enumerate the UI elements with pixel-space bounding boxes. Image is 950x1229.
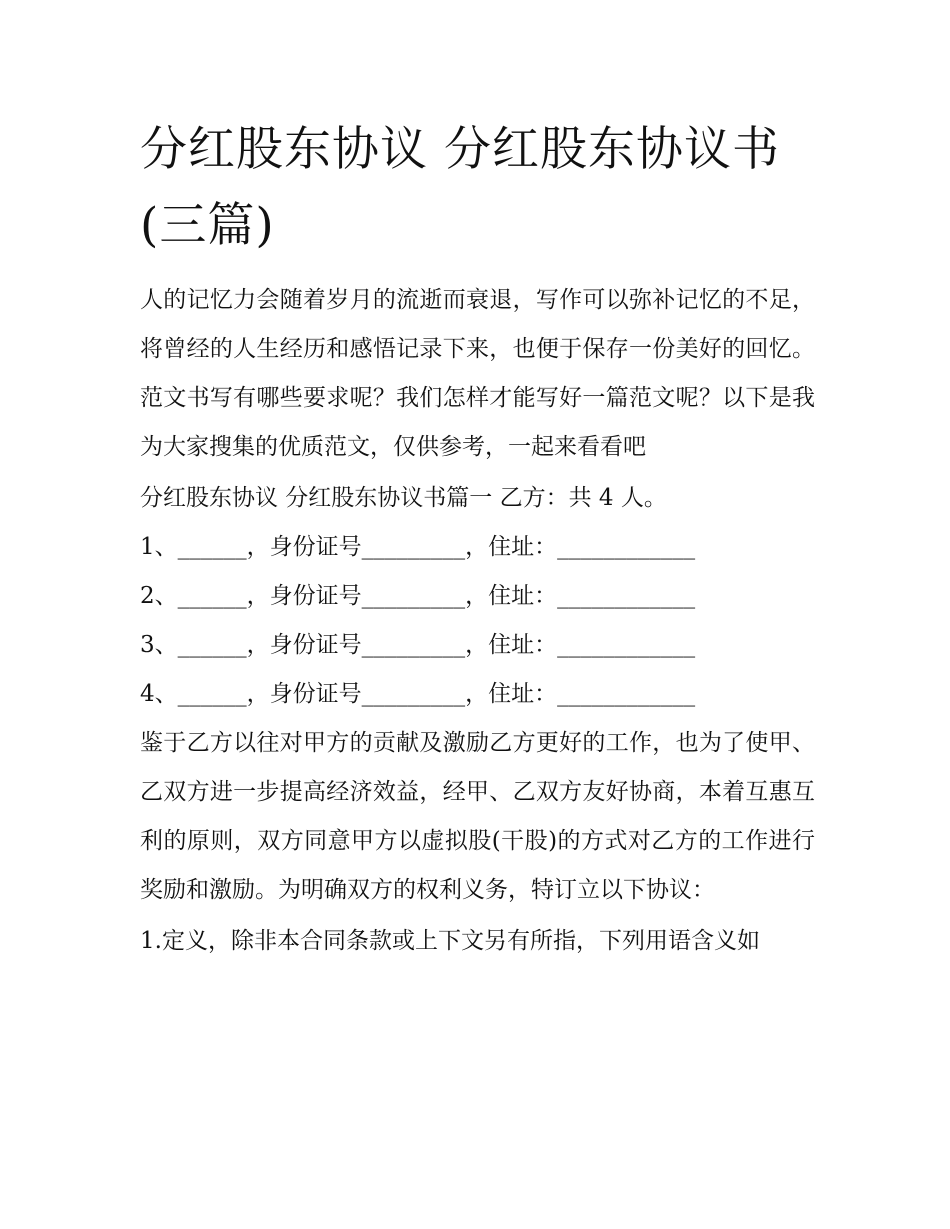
section-heading: 分红股东协议 分红股东协议书篇一 乙方：共 4 人。 bbox=[140, 485, 667, 511]
intro-paragraph: 人的记忆力会随着岁月的流逝而衰退，写作可以弥补记忆的不足，将曾经的人生经历和感悟记录下来，也便于保存一份美好的回忆。范文书写有哪些要求呢？我们怎样才能写好一篇范文呢？以下是我为大家搜集的优质范文，仅供参考，一起来看看吧 bbox=[140, 287, 815, 460]
party-line-2: 2、______，身份证号_________，住址：____________ bbox=[140, 583, 696, 609]
party-line-1: 1、______，身份证号_________，住址：____________ bbox=[140, 534, 696, 560]
clause-1-paragraph: 1.定义，除非本合同条款或上下文另有所指，下列用语含义如 bbox=[140, 928, 760, 954]
recital-paragraph: 鉴于乙方以往对甲方的贡献及激励乙方更好的工作，也为了使甲、乙双方进一步提高经济效益，经甲、乙双方友好协商，本着互惠互利的原则，双方同意甲方以虚拟股(干股)的方式对乙方的工作进行奖励和激励。为明确双方的权利义务，特订立以下协议： bbox=[140, 730, 815, 903]
party-line-3: 3、______，身份证号_________，住址：____________ bbox=[140, 632, 696, 658]
party-line-4: 4、______，身份证号_________，住址：____________ bbox=[140, 681, 696, 707]
document-title: 分红股东协议 分红股东协议书(三篇) bbox=[140, 122, 780, 253]
document-body bbox=[140, 112, 815, 966]
